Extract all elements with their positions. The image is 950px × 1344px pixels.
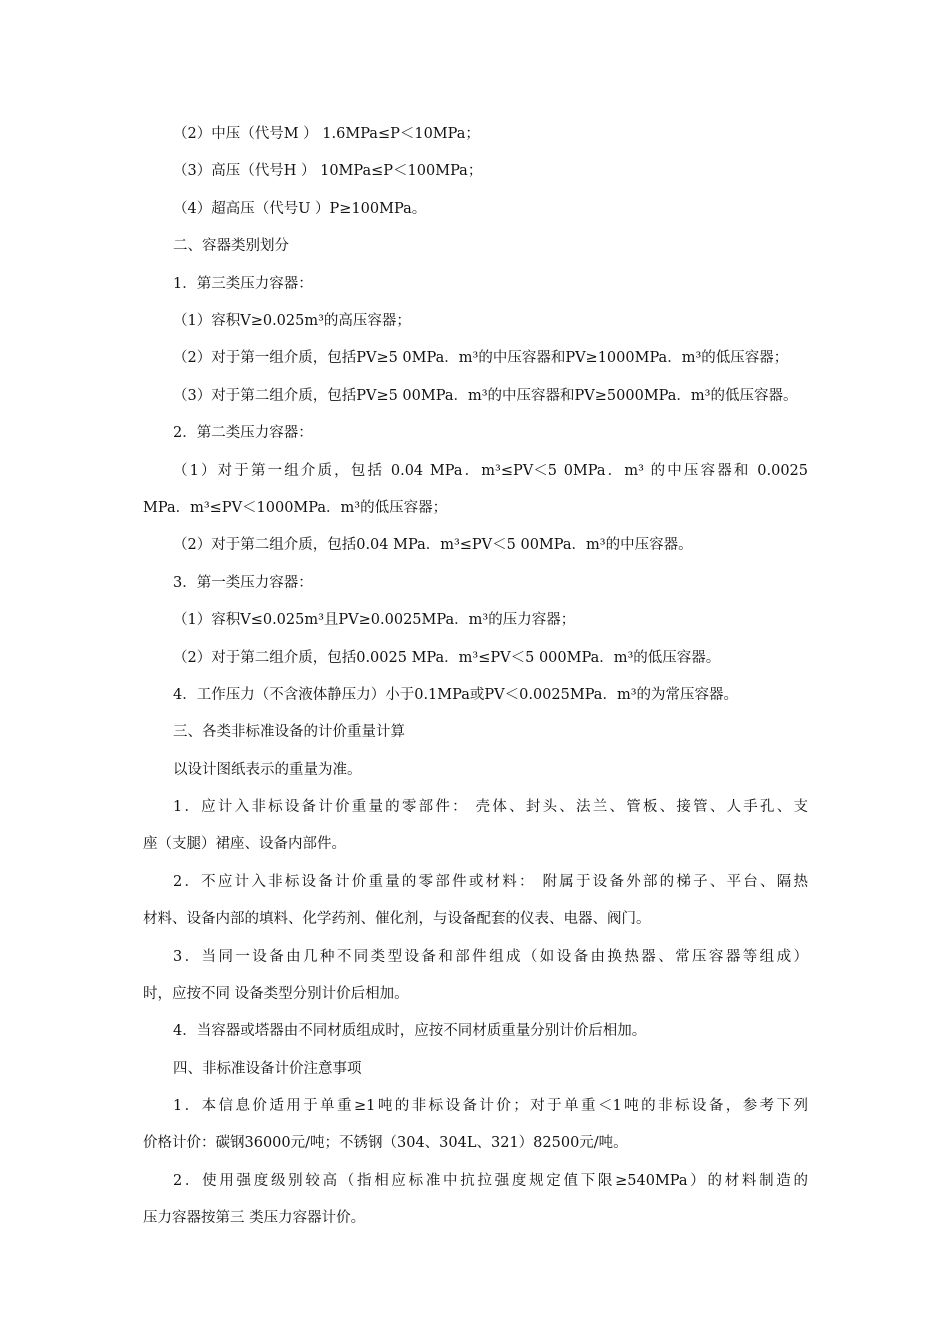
- text-line: 座（支腿）裙座、设备内部件。: [143, 836, 346, 852]
- text-line: 1．本信息价适用于单重≥1吨的非标设备计价；对于单重＜1吨的非标设备，参考下列: [173, 1098, 808, 1114]
- text-line: （1）容积V≤0.025m³且PV≥0.0025MPa．m³的压力容器；: [173, 612, 576, 628]
- section-heading: 二、容器类别划分: [173, 238, 289, 254]
- text-line: 4．工作压力（不含液体静压力）小于0.1MPa或PV＜0.0025MPa．m³的为常压容器。: [173, 687, 739, 703]
- text-line: 1．应计入非标设备计价重量的零部件： 壳体、封头、法兰、管板、接管、人手孔、支: [173, 799, 808, 815]
- text-line: （2）对于第二组介质，包括0.04 MPa．m³≤PV＜5 00MPa．m³的中压容器。: [173, 537, 693, 553]
- text-line: 3．当同一设备由几种不同类型设备和部件组成（如设备由换热器、常压容器等组成）: [173, 949, 808, 965]
- text-line: 4．当容器或塔器由不同材质组成时，应按不同材质重量分别计价后相加。: [173, 1023, 647, 1039]
- text-line: 价格计价：碳钢36000元/吨；不锈钢（304、304L、321）82500元/吨。: [143, 1135, 628, 1151]
- text-line: 压力容器按第三 类压力容器计价。: [143, 1210, 366, 1226]
- text-line: （3）对于第二组介质，包括PV≥5 00MPa．m³的中压容器和PV≥5000MPa．m³的低压容器。: [173, 388, 798, 404]
- text-line: 1．第三类压力容器：: [173, 276, 313, 292]
- text-line: （4）超高压（代号U ）P≥100MPa。: [173, 201, 427, 217]
- text-line: （1）对于第一组介质，包括 0.04 MPa．m³≤PV＜5 0MPa．m³ 的中压容器和 0.0025: [173, 463, 808, 479]
- text-line: （2）对于第二组介质，包括0.0025 MPa．m³≤PV＜5 000MPa．m³的低压容器。: [173, 650, 721, 666]
- section-heading: 四、非标准设备计价注意事项: [173, 1061, 362, 1077]
- text-line: （3）高压（代号H ） 10MPa≤P＜100MPa；: [173, 163, 483, 179]
- text-line: 材料、设备内部的填料、化学药剂、催化剂，与设备配套的仪表、电器、阀门。: [143, 911, 651, 927]
- text-line: 时，应按不同 设备类型分别计价后相加。: [143, 986, 409, 1002]
- section-heading: 三、各类非标准设备的计价重量计算: [173, 724, 405, 740]
- text-line: 以设计图纸表示的重量为准。: [173, 762, 362, 778]
- text-line: MPa．m³≤PV＜1000MPa．m³的低压容器；: [143, 500, 448, 516]
- text-line: （2）中压（代号M ） 1.6MPa≤P＜10MPa；: [173, 126, 480, 142]
- text-line: （1）容积V≥0.025m³的高压容器；: [173, 313, 411, 329]
- text-line: 3．第一类压力容器：: [173, 575, 313, 591]
- text-line: 2．第二类压力容器：: [173, 425, 313, 441]
- text-line: （2）对于第一组介质，包括PV≥5 0MPa．m³的中压容器和PV≥1000MPa．m³的低压容器；: [173, 350, 789, 366]
- text-line: 2．不应计入非标设备计价重量的零部件或材料： 附属于设备外部的梯子、平台、隔热: [173, 874, 808, 890]
- text-line: 2．使用强度级别较高（指相应标准中抗拉强度规定值下限≥540MPa）的材料制造的: [173, 1173, 808, 1189]
